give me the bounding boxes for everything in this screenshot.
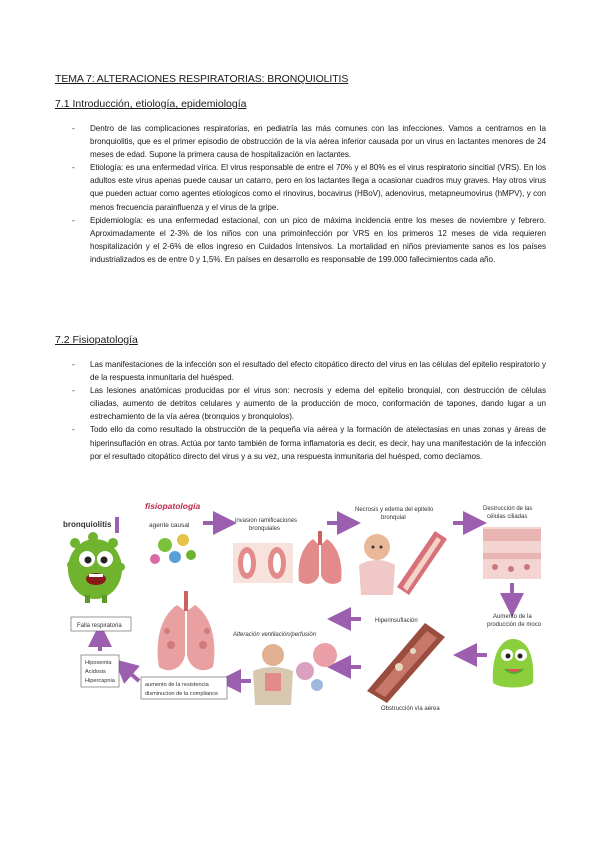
bronchial-tube-illustration: [397, 531, 447, 595]
necrosis-label-1: Necrosis y edema del epitelio: [355, 507, 434, 513]
bronquiolitis-label: bronquiolitis: [63, 520, 112, 529]
section-heading-intro: 7.1 Introducción, etiología, epidemiología: [55, 98, 247, 110]
destruccion-label-2: células ciliadas: [487, 514, 528, 520]
baby-illustration: [359, 534, 395, 595]
falla-label: Falla respiratoria: [77, 623, 122, 629]
invasion-label-1: invasion ramificaciones: [235, 518, 298, 524]
mucus-monster-icon: [493, 639, 534, 688]
acidosis-label: Acidosis: [85, 669, 106, 675]
list-item: - Epidemiología: es una enfermedad estacional, con un pico de máxima incidencia entre los meses de noviembre y febrero. Aproximadamente el 2-3% de los niños con una primoinfección por VRS en los primeros 12 meses de vida requieren hospitalización y el 2-6% de ellos ingreso en Cuidados Intensivos. La mortalidad en niños previamente sanos es los países industrializados es de entre 0 y 1,5%. En países en desarrollo es responsable de 199.000 fallecimientos cada año.: [72, 215, 546, 264]
alveoli-illustration: [158, 591, 215, 670]
agente-label: agente causal: [149, 522, 190, 529]
hipercapnia-label: Hipercapnia: [85, 678, 115, 684]
fisiopatologia-diagram: [55, 495, 545, 720]
resistencia-label-2: disminucion de la compliance: [145, 691, 219, 697]
moco-label-1: Aumento de la: [493, 614, 532, 620]
invasion-label-2: bronquiales: [249, 526, 281, 532]
list-item: - Las manifestaciones de la infección son el resultado del efecto citopático directo del virus en las células del epitelio respiratorio y de la respuesta inmunitaria del huésped.: [72, 360, 546, 383]
list-item: - Dentro de las complicaciones respiratorias, en pediatría las más comunes con las infecciones. Vamos a centrarnos en la bronquiolitis, que es el primer episodio de obstrucción de la vía aérea inferior causada por un virus en lactantes menores de 24 meses de edad. Supone la primera causa de hospitalización en lactantes.: [72, 124, 546, 160]
resistencia-label-1: aumento de la resistencia: [145, 682, 209, 688]
list-item: - Etiología: es una enfermedad vírica. El virus responsable de entre el 70% y el 80% es el virus respiratorio sincitial (VRS). En los adultos este virus apenas puede causar un catarro, pero en los lactantes llega a ocasionar cuadros muy graves. Hay otros virus que pueden actuar como agentes etiologicos como el rinovirus, bocavirus (HBoV), adenovirus, metapneumovirus (hMPV), y con menos frecuencia parainfluenza y el virus de la gripe.: [72, 163, 546, 212]
figure-title: fisiopatología: [145, 501, 201, 511]
document-title: TEMA 7: ALTERACIONES RESPIRATORIAS: BRONQUIOLITIS: [55, 73, 349, 85]
destruccion-label-1: Destrucción de las: [483, 506, 533, 512]
lungs-illustration: [299, 531, 342, 584]
bronchi-illustration: [233, 543, 293, 583]
airway-tube-illustration: [367, 623, 445, 703]
ciliated-cells-illustration: [483, 527, 541, 579]
fisiopatologia-list: [72, 358, 546, 463]
moco-label-2: producción de moco: [487, 622, 542, 628]
necrosis-label-2: bronquial: [381, 515, 406, 521]
list-item: - Todo ello da como resultado la obstrucción de la pequeña vía aérea y la formación de atelectasias en unas zonas y áreas de hiperinsuflación en otras. Actúa por tanto también de forma inflamatoria es decir, es decir, hay una manifestación de la infección por el resultado citopático directo del virus y a su vez, una respuesta inmunitaria del huésped, como decíamos.: [72, 425, 546, 461]
list-item: - Las lesiones anatómicas producidas por el virus son: necrosis y edema del epitelio bronquial, con destrucción de células ciliadas, aumento de detritos celulares y aumento de la producción de moco, conformación de tapones, dando lugar a un estrechamiento de la vía aérea (bronquios y bronquiolos).: [72, 386, 546, 422]
obstruccion-label: Obstrucción vía aérea: [381, 706, 440, 712]
child-lungs-illustration: [253, 644, 293, 705]
alveolus-closeup-illustration: [296, 643, 337, 691]
intro-list: [72, 122, 546, 266]
virus-particles-icon: [150, 534, 196, 564]
virus-monster-icon: [67, 532, 125, 603]
alteracion-label: Alteración ventilación/perfusión: [233, 632, 317, 638]
hipoxemia-label: Hipoxemia: [85, 660, 112, 666]
section-heading-fisiopatologia: 7.2 Fisiopatología: [55, 334, 138, 346]
flow-arrow: [123, 667, 139, 681]
hiperinsuflacion-label: Hiperinsuflación: [375, 618, 418, 624]
bracket-mark: [115, 517, 119, 533]
